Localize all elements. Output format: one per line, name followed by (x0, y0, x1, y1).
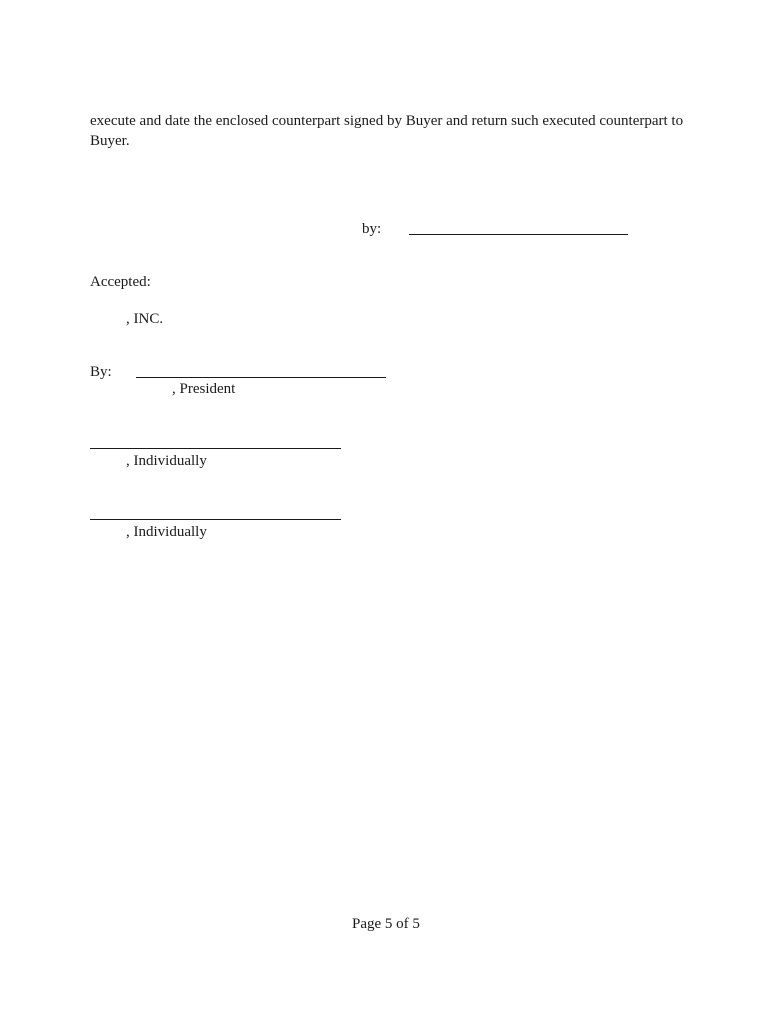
accepted-label: Accepted: (90, 274, 151, 290)
president-signature-line (136, 377, 386, 378)
individual-1-label: , Individually (126, 453, 207, 469)
individual-2-signature-line (90, 519, 341, 520)
body-paragraph (90, 111, 690, 151)
president-by-label: By: (90, 364, 112, 380)
page-number: Page 5 of 5 (352, 916, 420, 932)
buyer-by-label: by: (362, 221, 382, 237)
individual-2-label: , Individually (126, 524, 207, 540)
paragraph-line-2: Buyer. (90, 133, 130, 149)
buyer-signature-line (409, 234, 628, 235)
company-suffix: , INC. (126, 311, 164, 327)
individual-1-signature-line (90, 448, 341, 449)
president-label: , President (172, 381, 236, 397)
paragraph-line-1: execute and date the enclosed counterpart signed by Buyer and return such executed counterpart to (90, 113, 684, 129)
